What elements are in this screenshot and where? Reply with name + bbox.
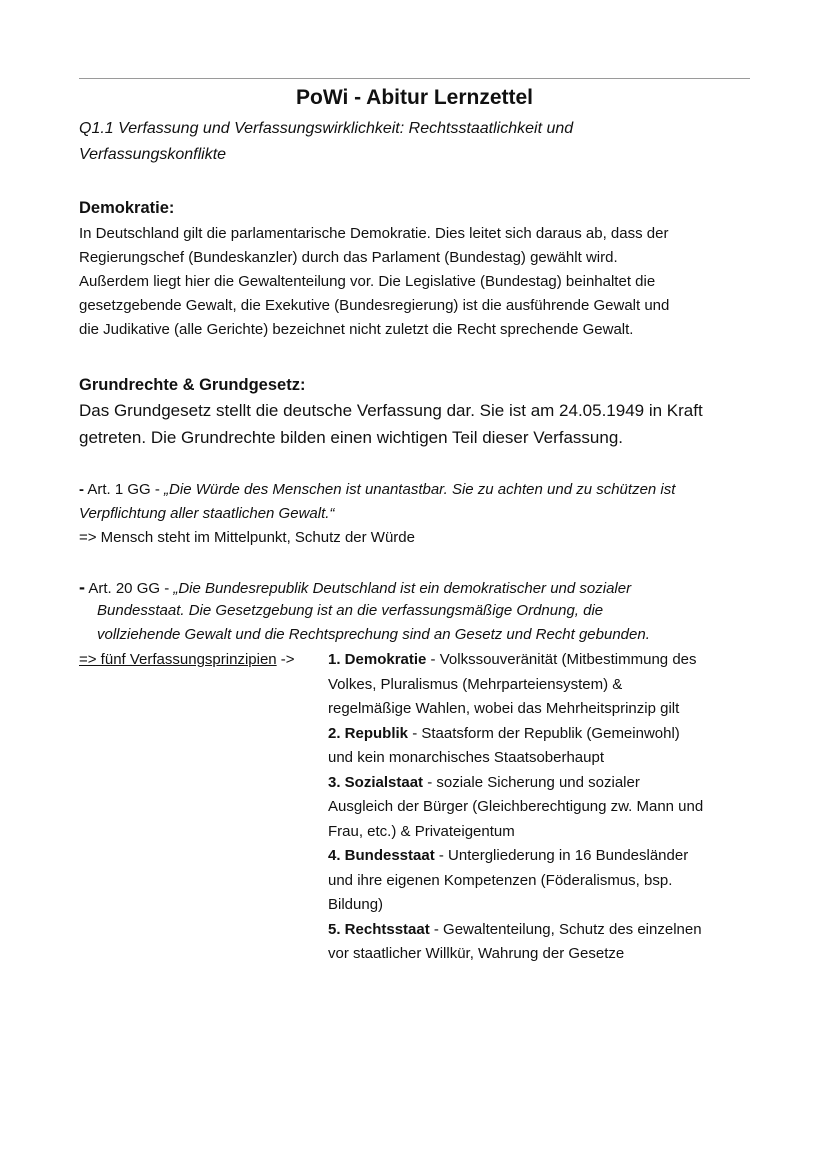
art20-prefix: Art. 20 GG - xyxy=(85,580,174,597)
principles-list xyxy=(328,648,758,967)
arrow-text: -> xyxy=(276,651,295,668)
art1-prefix: Art. 1 GG - xyxy=(84,481,165,498)
principle-text: Volkes, Pluralismus (Mehrparteiensystem) & xyxy=(328,675,623,693)
top-divider xyxy=(79,78,750,79)
art20-quote-cont xyxy=(97,599,757,647)
principle-text: - Volkssouveränität (Mitbestimmung des xyxy=(426,651,697,668)
principle-item xyxy=(328,722,758,771)
subtitle-line: Q1.1 Verfassung und Verfassungswirklichkeit: Rechtsstaatlichkeit und xyxy=(79,120,574,137)
principle-label: 5. Rechtsstaat xyxy=(328,920,430,938)
verfassungsprinzipien-link: => fünf Verfassungsprinzipien xyxy=(79,651,277,668)
bullet-dash: - xyxy=(79,481,84,498)
principle-text: und ihre eigenen Kompetenzen (Föderalismus, bsp. xyxy=(328,871,673,889)
principle-text: Ausgleich der Bürger (Gleichberechtigung zw. Mann und xyxy=(328,798,704,815)
art1-quote-cont: Verpflichtung aller staatlichen Gewalt.“ xyxy=(79,505,335,522)
paragraph-line: getreten. Die Grundrechte bilden einen wichtigen Teil dieser Verfassung. xyxy=(79,428,624,447)
principle-item xyxy=(328,918,758,967)
principle-text: Bildung) xyxy=(328,896,384,913)
page-subtitle xyxy=(79,116,739,168)
art20-quote-line: Bundesstaat. Die Gesetzgebung ist an die verfassungsmäßige Ordnung, die xyxy=(97,602,604,619)
heading-demokratie: Demokratie: xyxy=(79,199,175,217)
art20-first-line xyxy=(79,575,751,601)
principle-item xyxy=(328,844,758,918)
paragraph-line: Regierungschef (Bundeskanzler) durch das Parlament (Bundestag) gewählt wird. xyxy=(79,249,618,266)
principle-text: regelmäßige Wahlen, wobei das Mehrheitsprinzip gilt xyxy=(328,700,680,717)
principle-text: Frau, etc.) & Privateigentum xyxy=(328,822,515,840)
principle-text: - Staatsform der Republik (Gemeinwohl) xyxy=(408,724,680,742)
paragraph-line: In Deutschland gilt die parlamentarische Demokratie. Dies leitet sich daraus ab, dass der xyxy=(79,225,669,242)
art1-quote: „Die Würde des Menschen ist unantastbar. Sie zu achten und zu schützen ist xyxy=(164,481,676,498)
principle-label: 1. Demokratie xyxy=(328,651,427,668)
principles-label xyxy=(79,648,329,672)
principle-item xyxy=(328,648,758,722)
paragraph-line: Außerdem liegt hier die Gewaltenteilung vor. Die Legislative (Bundestag) beinhaltet die xyxy=(79,273,656,290)
principle-text: - Untergliederung in 16 Bundesländer xyxy=(434,847,689,864)
principle-label: 4. Bundesstaat xyxy=(328,847,435,864)
principle-label: 2. Republik xyxy=(328,724,409,742)
bullet-dash: - xyxy=(79,577,85,597)
art1-line xyxy=(79,478,751,502)
art1-result: => Mensch steht im Mittelpunkt, Schutz der Würde xyxy=(79,529,415,546)
principle-text: - soziale Sicherung und sozialer xyxy=(423,773,640,791)
principle-text: - Gewaltenteilung, Schutz des einzelnen xyxy=(429,920,702,938)
paragraph-line: gesetzgebende Gewalt, die Exekutive (Bundesregierung) ist die ausführende Gewalt und xyxy=(79,297,670,314)
heading-grundrechte: Grundrechte & Grundgesetz: xyxy=(79,376,306,394)
art20-quote-line: vollziehende Gewalt und die Rechtsprechung sind an Gesetz und Recht gebunden. xyxy=(97,626,650,643)
demokratie-paragraph xyxy=(79,222,751,342)
principle-text: vor staatlicher Willkür, Wahrung der Gesetze xyxy=(328,945,625,962)
principle-item xyxy=(328,771,758,845)
art20-quote: „Die Bundesrepublik Deutschland ist ein demokratischer und sozialer xyxy=(173,580,632,597)
paragraph-line: Das Grundgesetz stellt die deutsche Verfassung dar. Sie ist am 24.05.1949 in Kraft xyxy=(79,401,703,420)
page-title: PoWi - Abitur Lernzettel xyxy=(295,86,534,109)
art1-block xyxy=(79,478,751,550)
subtitle-line: Verfassungskonflikte xyxy=(79,146,227,163)
principle-label: 3. Sozialstaat xyxy=(328,773,424,791)
paragraph-line: die Judikative (alle Gerichte) bezeichnet nicht zuletzt die Recht sprechende Gewalt. xyxy=(79,321,634,338)
principle-text: und kein monarchisches Staatsoberhaupt xyxy=(328,749,605,766)
grundrechte-paragraph xyxy=(79,397,751,451)
